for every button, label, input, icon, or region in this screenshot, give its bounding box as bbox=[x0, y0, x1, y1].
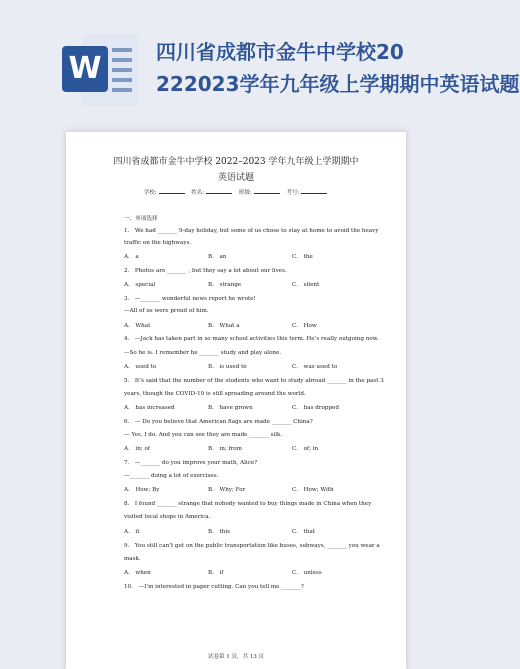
question-line: —_______ doing a lot of exercises. bbox=[124, 473, 219, 479]
option-c: C． How; With bbox=[292, 487, 334, 493]
question-line: 2． Photos are _______ , but they say a lot about our lives. bbox=[124, 268, 287, 274]
word-document-icon bbox=[60, 30, 140, 110]
doc-title-line2: 英语试题 bbox=[217, 173, 254, 183]
page-footer: 试卷第 1 页，共 13 页 bbox=[208, 654, 264, 660]
question-line: 6． — Do you believe that American flags are made _______ China? bbox=[124, 419, 313, 425]
class-label: 班级: bbox=[238, 190, 252, 196]
option-a: A． it bbox=[124, 529, 140, 535]
option-a: A． How; By bbox=[124, 487, 160, 493]
option-a: A． used to bbox=[124, 364, 157, 370]
question-line: traffic on the highways. bbox=[124, 240, 192, 246]
option-b: B． strange bbox=[208, 282, 242, 288]
option-c: C． How bbox=[292, 323, 317, 329]
school-blank bbox=[159, 193, 185, 194]
option-a: A． has increased bbox=[124, 405, 175, 411]
banner-title bbox=[156, 36, 520, 100]
banner bbox=[0, 0, 520, 140]
option-b: B． have grown bbox=[208, 405, 253, 411]
option-a: A． a bbox=[124, 254, 139, 260]
student-info-line bbox=[66, 188, 406, 196]
option-a: A． What bbox=[124, 323, 151, 329]
option-b: B． What a bbox=[208, 323, 240, 329]
option-c: C． silent bbox=[292, 282, 320, 288]
option-b: B． if bbox=[208, 570, 224, 576]
question-line: 7． —_______ do you improve your math, Alice? bbox=[124, 460, 258, 466]
banner-title-line1: 四川省成都市金牛中学校20 bbox=[156, 40, 404, 64]
doc-title-line1: 四川省成都市金牛中学校 2022–2023 学年九年级上学期期中 bbox=[113, 157, 359, 167]
question-line: 9． You still can’t get on the public transportation like buses, subways, _______ you wear a bbox=[124, 543, 380, 549]
question-line: 4． —Jack has taken part in so many school activities this term. He’s really outgoing now. bbox=[124, 336, 379, 342]
option-a: A． when bbox=[124, 570, 151, 576]
question-line: 10． —I’m interested in paper cutting. Can you tell me _______? bbox=[124, 584, 304, 590]
option-b: B． Why; For bbox=[208, 487, 246, 493]
option-c: C． was used to bbox=[292, 364, 338, 370]
option-c: C． of; in bbox=[292, 446, 319, 452]
question-line: 5． It’s said that the number of the students who want to study abroad _______ in the past 3 bbox=[124, 378, 384, 384]
question-line: —All of us were proud of him. bbox=[124, 308, 209, 314]
exam-no-label: 考号: bbox=[286, 190, 300, 196]
question-line: 1． We had _______ 9-day holiday, but some of us chose to stay at home to avoid the heavy bbox=[124, 228, 379, 234]
option-c: C． that bbox=[292, 529, 316, 535]
question-line: years, though the COVID-19 is still spreading around the world. bbox=[124, 391, 306, 397]
option-c: C． has dropped bbox=[292, 405, 339, 411]
question-line: mask. bbox=[124, 556, 141, 562]
banner-title-line2: 222023学年九年级上学期期中英语试题 bbox=[156, 72, 520, 96]
name-label: 姓名: bbox=[191, 190, 205, 196]
option-a: A． in; of bbox=[124, 446, 150, 452]
option-a: A． special bbox=[124, 282, 156, 288]
question-line: —So he is. I remember he _______ study and play alone. bbox=[124, 350, 282, 356]
option-c: C． unless bbox=[292, 570, 322, 576]
option-b: B． is used to bbox=[208, 364, 247, 370]
question-line: visited local shops in America. bbox=[124, 514, 211, 520]
question-line: — Yes, I do. And you can see they are made _______ silk. bbox=[124, 432, 283, 438]
option-b: B． in; from bbox=[208, 446, 242, 452]
option-b: B． this bbox=[208, 529, 230, 535]
school-label: 学校: bbox=[143, 190, 157, 196]
section-heading: 一、单项选择 bbox=[124, 216, 158, 222]
option-c: C． the bbox=[292, 254, 313, 260]
word-badge: W bbox=[62, 46, 108, 92]
exam-paper bbox=[66, 132, 406, 669]
name-blank bbox=[206, 193, 232, 194]
question-line: 3． —_______ wonderful news report he wrote! bbox=[124, 296, 256, 302]
question-line: 8． I found _______ strange that nobody wanted to buy things made in China when they bbox=[124, 501, 372, 507]
option-b: B． an bbox=[208, 254, 227, 260]
class-blank bbox=[254, 193, 280, 194]
exam-no-blank bbox=[301, 193, 327, 194]
